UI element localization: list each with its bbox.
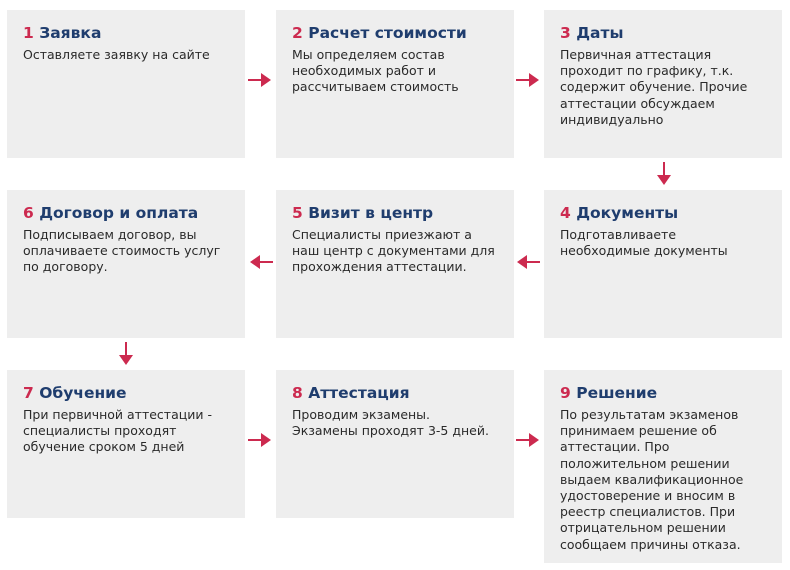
step-3-daty [544, 10, 782, 158]
step-number: 1 [23, 24, 34, 42]
step-title [560, 204, 766, 223]
step-1-zayavka [7, 10, 245, 158]
step-title [292, 24, 498, 43]
arrow-right-icon [248, 432, 272, 448]
step-title-text: Обучение [39, 384, 127, 402]
step-title-text: Аттестация [308, 384, 410, 402]
step-title [560, 24, 766, 43]
step-number: 9 [560, 384, 571, 402]
step-title-text: Расчет стоимости [308, 24, 467, 42]
step-number: 4 [560, 204, 571, 222]
step-title-text: Документы [576, 204, 679, 222]
step-number: 2 [292, 24, 303, 42]
step-description: Проводим экзамены. Экзамены проходят 3-5 дней. [292, 407, 489, 439]
step-9-reshenie [544, 370, 782, 563]
step-description: Оставляете заявку на сайте [23, 47, 210, 62]
step-number: 7 [23, 384, 34, 402]
step-number: 8 [292, 384, 303, 402]
arrow-left-icon [516, 254, 540, 270]
arrow-down-icon [118, 342, 134, 366]
step-description: Мы определяем состав необходимых работ и рассчитываем стоимость [292, 47, 459, 95]
step-title [23, 384, 229, 403]
arrow-right-icon [516, 432, 540, 448]
arrow-right-icon [516, 72, 540, 88]
step-8-attestaciya [276, 370, 514, 518]
step-title [23, 204, 229, 223]
step-5-vizit-v-centr [276, 190, 514, 338]
step-number: 3 [560, 24, 571, 42]
step-7-obuchenie [7, 370, 245, 518]
step-number: 6 [23, 204, 34, 222]
step-description: При первичной аттестации - специалисты проходят обучение сроком 5 дней [23, 407, 212, 455]
step-description: Подготавливаете необходимые документы [560, 227, 728, 259]
step-title [292, 204, 498, 223]
step-title [23, 24, 229, 43]
step-title-text: Даты [576, 24, 624, 42]
step-description: Специалисты приезжают а наш центр с документами для прохождения аттестации. [292, 227, 495, 275]
arrow-right-icon [248, 72, 272, 88]
step-description: Первичная аттестация проходит по графику, т.к. содержит обучение. Прочие аттестации обсуждаем индивидуально [560, 47, 748, 127]
step-title-text: Решение [576, 384, 658, 402]
step-description: Подписываем договор, вы оплачиваете стоимость услуг по договору. [23, 227, 221, 275]
arrow-left-icon [249, 254, 273, 270]
step-title [560, 384, 766, 403]
step-title-text: Договор и оплата [39, 204, 199, 222]
step-title [292, 384, 498, 403]
step-description: По результатам экзаменов принимаем решение об аттестации. Про положительном решении выдаем квалификационное удостоверение и вносим в реестр специалистов. При отрицательном решении сообщаем причины отказа. [560, 407, 744, 552]
step-2-raschet-stoimosti [276, 10, 514, 158]
step-title-text: Визит в центр [308, 204, 434, 222]
step-4-dokumenty [544, 190, 782, 338]
step-number: 5 [292, 204, 303, 222]
step-title-text: Заявка [39, 24, 102, 42]
step-6-dogovor-i-oplata [7, 190, 245, 338]
arrow-down-icon [656, 162, 672, 186]
